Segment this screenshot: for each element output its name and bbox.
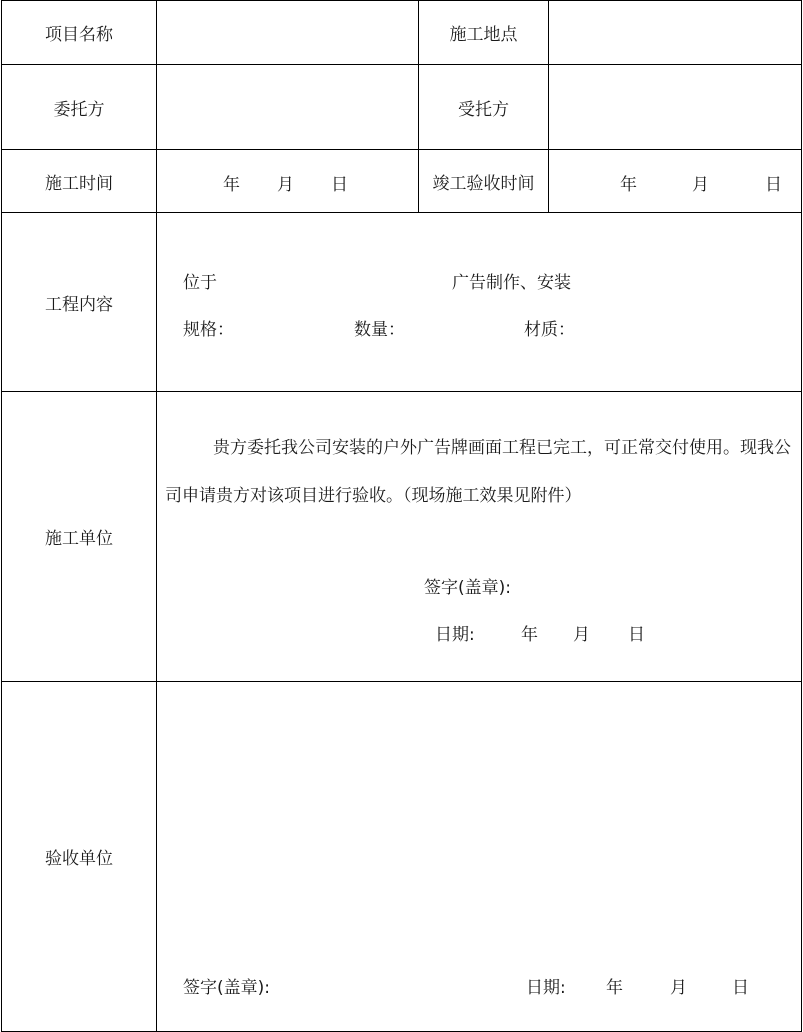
construction-date-day: 日: [331, 175, 348, 195]
row-parties: [2, 65, 802, 150]
acceptance-sign-month: 月: [670, 978, 687, 998]
project-name-label: 项目名称: [2, 1, 157, 65]
acceptance-table: [1, 0, 802, 1032]
row-project-name: [2, 1, 802, 65]
spec-label: 规格：: [183, 320, 234, 340]
construction-time-label: 施工时间: [2, 150, 157, 213]
construction-date-label: 日期:: [435, 625, 475, 645]
construction-statement: 贵方委托我公司安装的户外广告牌画面工程已完工，可正常交付使用。现我公司申请贵方对该项目进行验收。（现场施工效果见附件）: [165, 438, 791, 506]
row-acceptance-unit: [2, 682, 802, 1032]
acceptance-sign-day: 日: [732, 978, 749, 998]
acceptance-unit-value[interactable]: [157, 682, 802, 1032]
project-name-value[interactable]: [157, 1, 419, 65]
construction-signature-label: 签字(盖章):: [424, 578, 511, 598]
client-value[interactable]: [157, 65, 419, 150]
acceptance-signature-label: 签字(盖章):: [183, 978, 270, 998]
contractor-label: 受托方: [419, 65, 549, 150]
construction-date-month: 月: [277, 175, 294, 195]
material-label: 材质：: [524, 320, 575, 340]
construction-date-year: 年: [223, 175, 240, 195]
acceptance-time-label: 竣工验收时间: [419, 150, 549, 213]
construction-sign-day: 日: [628, 625, 645, 645]
construction-sign-month: 月: [573, 625, 590, 645]
content-value[interactable]: [157, 213, 802, 392]
construction-sign-year: 年: [521, 625, 538, 645]
acceptance-unit-label: 验收单位: [2, 682, 157, 1032]
row-content: [2, 213, 802, 392]
client-label: 委托方: [2, 65, 157, 150]
location-prefix: 位于: [183, 273, 217, 293]
acceptance-date-year: 年: [620, 175, 637, 195]
content-label: 工程内容: [2, 213, 157, 392]
acceptance-date-month: 月: [692, 175, 709, 195]
acceptance-sign-year: 年: [606, 978, 623, 998]
row-construction-unit: [2, 392, 802, 682]
acceptance-date-label: 日期:: [526, 978, 566, 998]
construction-unit-value[interactable]: [157, 392, 802, 682]
quantity-label: 数量：: [354, 320, 405, 340]
contractor-value[interactable]: [549, 65, 802, 150]
work-type: 广告制作、安装: [452, 273, 571, 293]
site-value[interactable]: [549, 1, 802, 65]
row-dates: [2, 150, 802, 213]
construction-unit-label: 施工单位: [2, 392, 157, 682]
site-label: 施工地点: [419, 1, 549, 65]
acceptance-date-value[interactable]: [549, 150, 802, 213]
acceptance-date-day: 日: [765, 175, 782, 195]
construction-date-value[interactable]: [157, 150, 419, 213]
